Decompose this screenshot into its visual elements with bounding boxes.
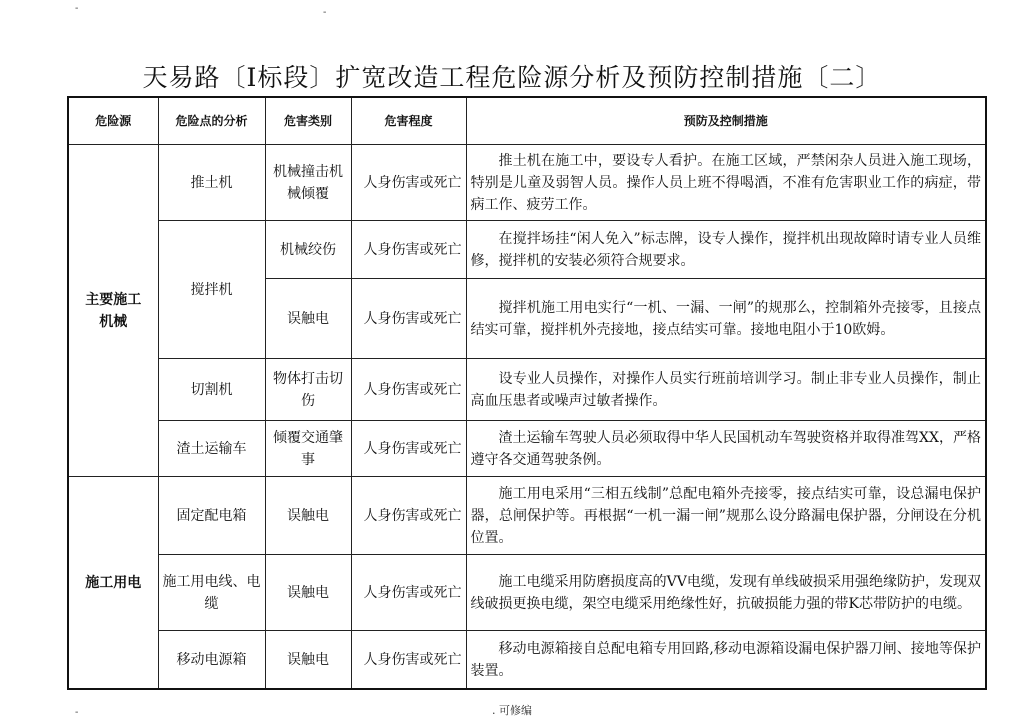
header-point-analysis: 危险点的分析 [158,97,265,145]
severity-cell: 人身伤害或死亡 [351,221,466,279]
hazard-table [67,96,987,690]
hazard-category-cell: 误触电 [265,631,351,689]
hazard-point-cell: 固定配电箱 [158,477,265,555]
severity-cell: 人身伤害或死亡 [351,279,466,359]
hazard-category-cell: 机械撞击机械倾覆 [265,145,351,221]
margin-dot: - [323,7,327,18]
footer-note: 可修编 [499,704,532,717]
margin-dot: - [75,3,79,14]
hazard-category-cell: 物体打击切伤 [265,359,351,421]
severity-cell: 人身伤害或死亡 [351,555,466,631]
hazard-point-cell: 切割机 [158,359,265,421]
table-header-row [68,97,986,145]
severity-cell: 人身伤害或死亡 [351,145,466,221]
header-category: 危害类别 [265,97,351,145]
table-row [68,221,986,279]
hazard-category-cell: 误触电 [265,555,351,631]
hazard-source-cell [68,145,158,477]
hazard-category-cell: 倾覆交通肇事 [265,421,351,477]
table-row [68,359,986,421]
margin-dot: - [75,707,79,718]
hazard-point-cell: 渣土运输车 [158,421,265,477]
hazard-source-cell: 施工用电 [68,477,158,689]
document-title: 天易路〔Ⅰ标段〕扩宽改造工程危险源分析及预防控制措施〔二〕 [142,63,882,92]
measures-cell: 施工用电采用“三相五线制”总配电箱外壳接零，接点结实可靠，设总漏电保护器，总闸保护等。再根据“一机一漏一闸”规那么设分路漏电保护器，分闸设在分机位置。 [466,477,986,555]
severity-cell: 人身伤害或死亡 [351,421,466,477]
hazard-point-cell: 移动电源箱 [158,631,265,689]
severity-cell: 人身伤害或死亡 [351,477,466,555]
hazard-source-text: 主要施工机械 [85,291,142,330]
header-measures: 预防及控制措施 [466,97,986,145]
hazard-category-cell: 机械绞伤 [265,221,351,279]
table-row [68,555,986,631]
footer [0,702,1024,718]
table-row [68,477,986,555]
measures-cell: 渣土运输车驾驶人员必须取得中华人民国机动车驾驶资格并取得准驾XX，严格遵守各交通驾驶条例。 [466,421,986,477]
measures-cell: 施工电缆采用防磨损度高的VV电缆，发现有单线破损采用强绝缘防护，发现双线破损更换电缆，架空电缆采用绝缘性好，抗破损能力强的带K芯带防护的电缆。 [466,555,986,631]
measures-cell: 搅拌机施工用电实行“一机、一漏、一闸”的规那么，控制箱外壳接零，且接点结实可靠，搅拌机外壳接地，接点结实可靠。接地电阻小于10欧姆。 [466,279,986,359]
severity-cell: 人身伤害或死亡 [351,359,466,421]
hazard-point-cell: 推土机 [158,145,265,221]
hazard-category-cell: 误触电 [265,279,351,359]
measures-cell: 推土机在施工中，要设专人看护。在施工区域，严禁闲杂人员进入施工现场，特别是儿童及弱智人员。操作人员上班不得喝酒，不准有危害职业工作的病症，带病工作、疲劳工作。 [466,145,986,221]
header-severity: 危害程度 [351,97,466,145]
hazard-point-cell: 施工用电线、电缆 [158,555,265,631]
footer-dot: . [492,704,496,717]
table-row [68,145,986,221]
measures-cell: 在搅拌场挂“闲人免入”标志牌，设专人操作，搅拌机出现故障时请专业人员维修，搅拌机的安装必须符合规要求。 [466,221,986,279]
measures-cell: 设专业人员操作，对操作人员实行班前培训学习。制止非专业人员操作，制止高血压患者或噪声过敏者操作。 [466,359,986,421]
hazard-point-cell: 搅拌机 [158,221,265,359]
table-row [68,421,986,477]
hazard-category-cell: 误触电 [265,477,351,555]
measures-cell: 移动电源箱接自总配电箱专用回路,移动电源箱设漏电保护器刀闸、接地等保护装置。 [466,631,986,689]
header-hazard-source: 危险源 [68,97,158,145]
table-row [68,631,986,689]
severity-cell: 人身伤害或死亡 [351,631,466,689]
